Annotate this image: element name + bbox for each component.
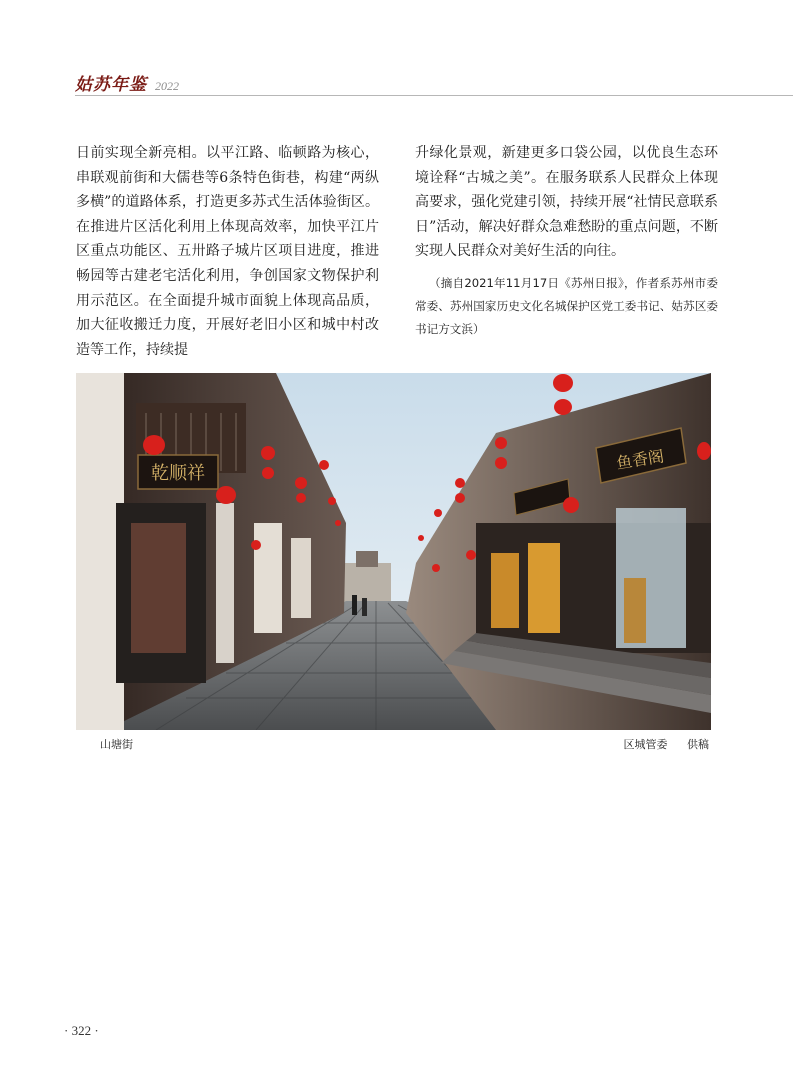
lantern <box>553 374 573 392</box>
lantern <box>495 437 507 449</box>
pedestrian <box>352 595 357 615</box>
left-wall-segment-far <box>291 538 311 618</box>
lantern <box>328 497 336 505</box>
source-note: （摘自2021年11月17日《苏州日报》，作者系苏州市委常委、苏州国家历史文化名城保护区党工委书记、姑苏区委书记方文浜） <box>415 275 718 336</box>
photo-credit <box>624 736 710 752</box>
lantern <box>251 540 261 550</box>
right-wooden-door <box>491 553 519 628</box>
lantern <box>319 460 329 470</box>
left-shop-sign: 乾顺祥 <box>151 463 205 484</box>
right-shop-sign: 鱼香阁 <box>614 446 666 473</box>
lantern <box>466 550 476 560</box>
left-wall-segment <box>254 523 282 633</box>
lantern <box>563 497 579 513</box>
lantern <box>262 467 274 479</box>
lantern <box>434 509 442 517</box>
lantern <box>554 399 572 415</box>
lantern <box>697 442 711 460</box>
lantern <box>432 564 440 572</box>
shantang-street-illustration <box>76 373 711 730</box>
photo-credit-org: 区城管委 <box>623 738 668 751</box>
page-number: · 322 · <box>64 1023 99 1038</box>
body-paragraph-left: 日前实现全新亮相。以平江路、临顿路为核心，串联观前街和大儒巷等6条特色街巷，构建“两纵多横”的道路体系，打造更多苏式生活体验街区。在推进片区活化利用上体现高效率，加快平江片区重点功能区、五卅路子城片区项目进度，推进畅园等古建老宅活化利用，争创国家文物保护利用示范区。在全面提升城市面貌上体现高品质，加大征收搬迁力度，开展好老旧小区和城中村改造等工作，持续提 <box>76 145 379 358</box>
text-column-left <box>76 141 379 362</box>
lantern <box>143 435 165 455</box>
right-wooden-door-2 <box>528 543 560 633</box>
body-paragraph-right: 升绿化景观，新建更多口袋公园，以优良生态环境诠释“古城之美”。在服务联系人民群众上体现高要求，强化党建引领，持续开展“社情民意联系日”活动，解决好群众急难愁盼的重点问题，不断实现人民群众对美好生活的向往。 <box>415 145 718 260</box>
lantern <box>418 535 424 541</box>
display-shelf <box>624 578 646 643</box>
photo-caption: 山塘街 <box>100 738 133 751</box>
lantern <box>261 446 275 460</box>
yearbook-logo: 姑苏年鉴 <box>75 75 147 95</box>
lantern <box>296 493 306 503</box>
left-shop-window <box>131 523 186 653</box>
distant-roof <box>356 551 378 567</box>
running-header <box>75 70 179 94</box>
header-year: 2022 <box>155 79 179 93</box>
street-photo <box>76 373 711 730</box>
text-column-right <box>415 141 718 341</box>
pedestrian <box>362 598 367 616</box>
lantern <box>335 520 341 526</box>
header-divider <box>75 95 793 96</box>
lantern <box>295 477 307 489</box>
left-column <box>216 503 234 663</box>
photo-credit-label: 供稿 <box>687 738 709 751</box>
lantern <box>495 457 507 469</box>
lantern <box>455 478 465 488</box>
lantern <box>455 493 465 503</box>
lantern <box>216 486 236 504</box>
